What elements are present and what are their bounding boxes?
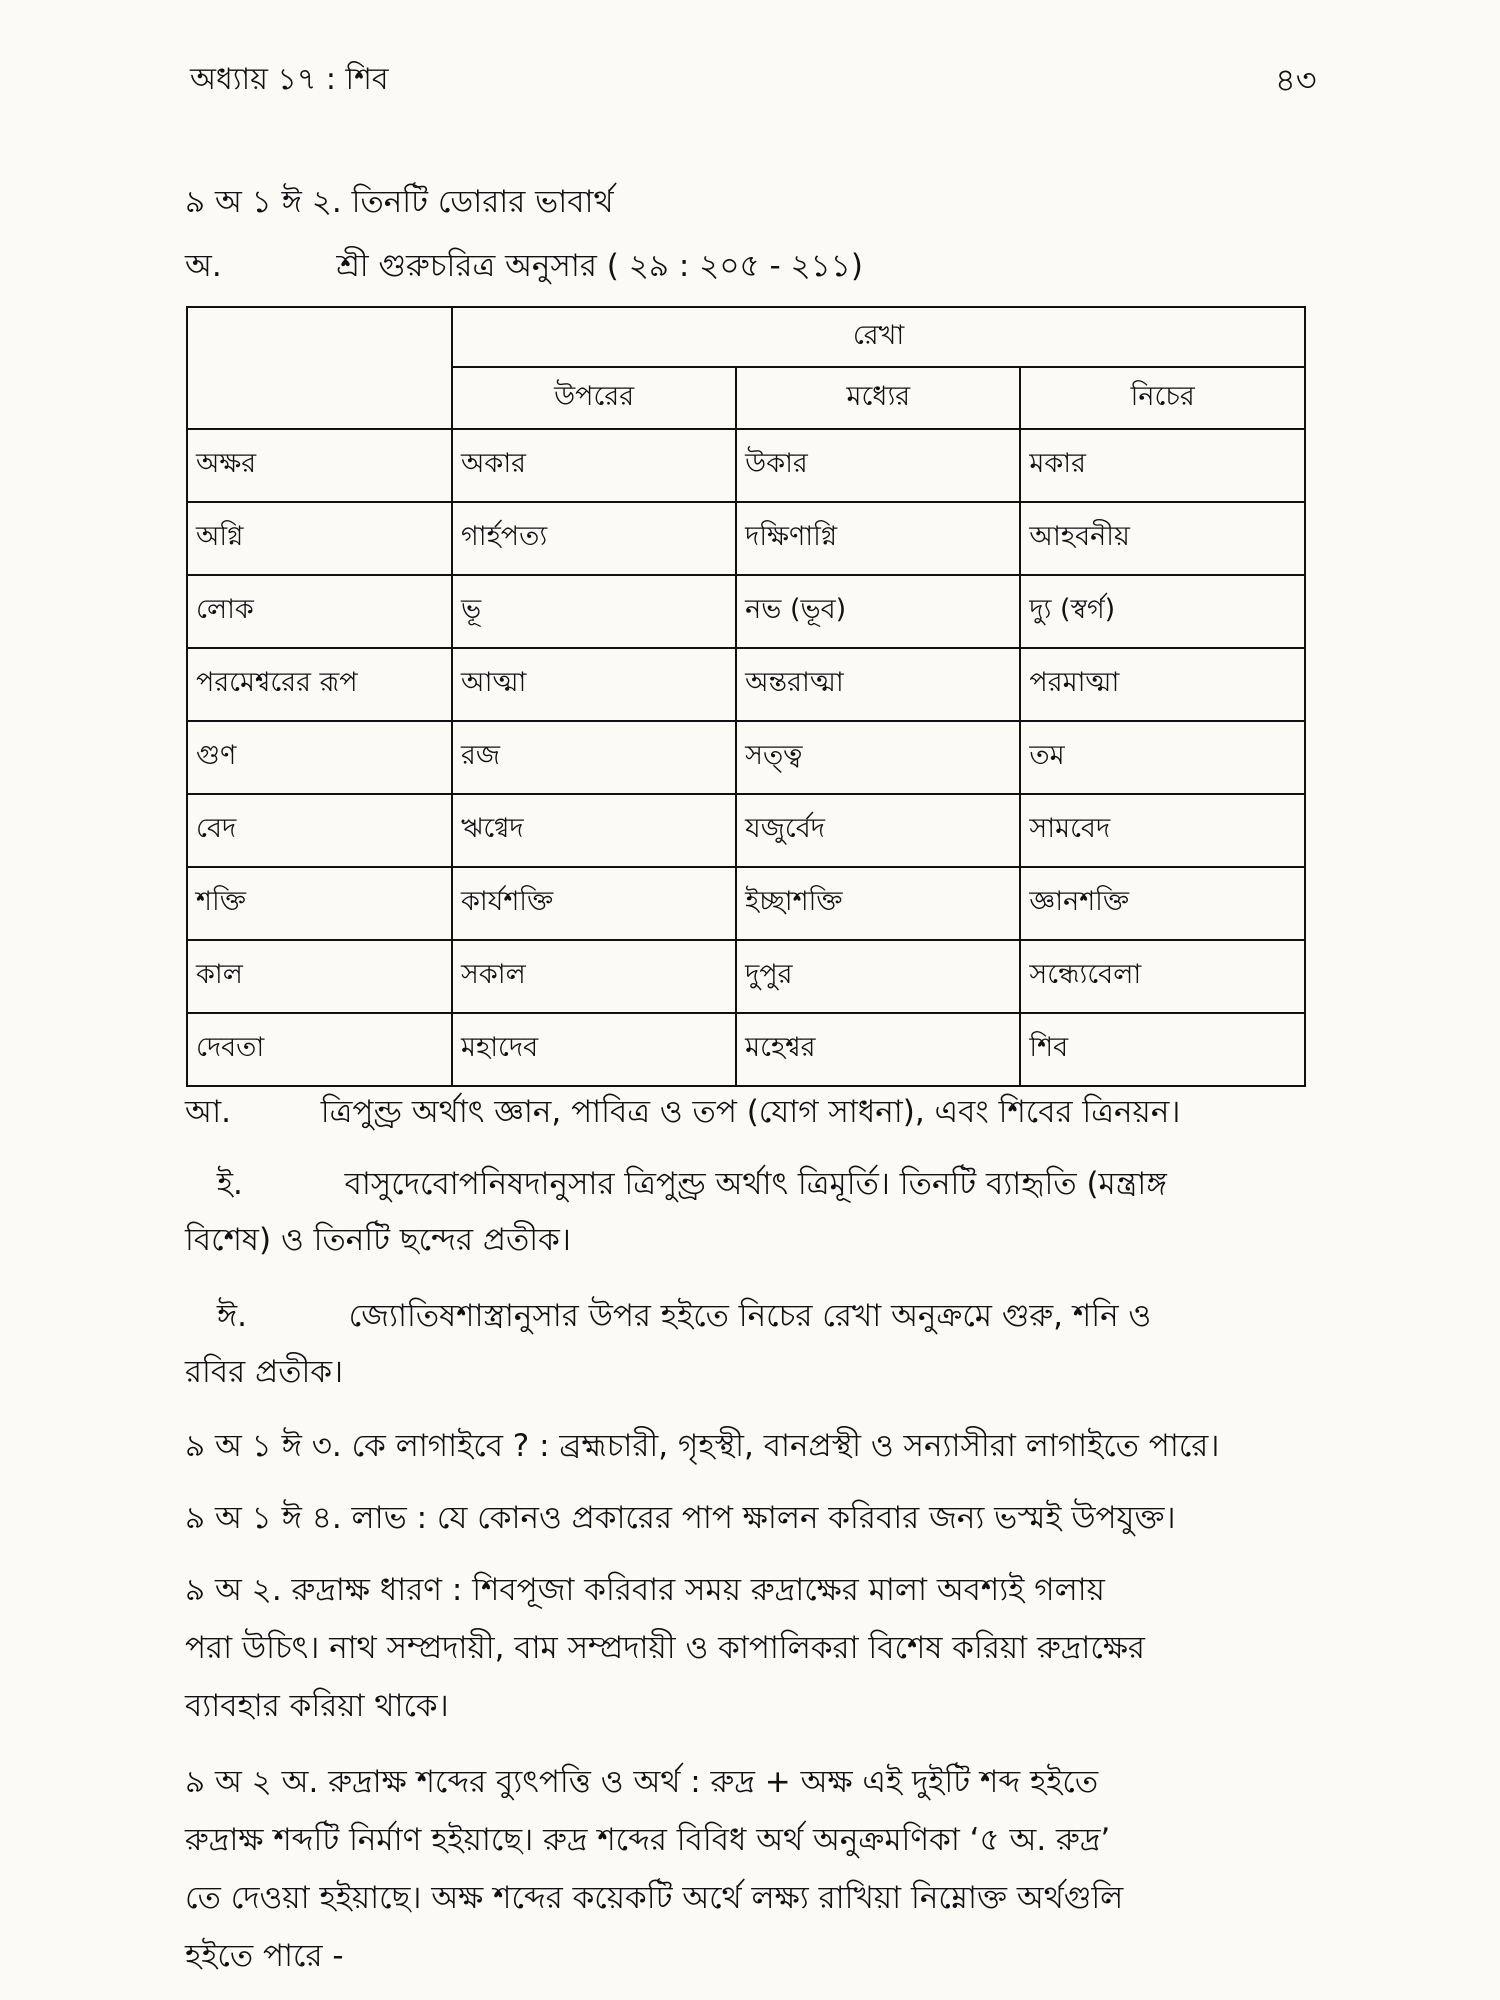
table-row — [187, 1013, 1305, 1086]
table-cell: ইচ্ছাশক্তি — [736, 867, 1020, 940]
table-cell: দুপুর — [736, 940, 1020, 1013]
table-cell: মকার — [1020, 429, 1305, 502]
section-etymology-line1: ৯ অ ২ অ. রুদ্রাক্ষ শব্দের ব্যুৎপত্তি ও অর্থ : রুদ্র + অক্ষ এই দুইটি শব্দ হইতে — [185, 1764, 1099, 1800]
column-header: নিচের — [1020, 367, 1305, 429]
section-etymology-line3: তে দেওয়া হইয়াছে। অক্ষ শব্দের কয়েকটি অর্থে লক্ষ্য রাখিয়া নিম্নোক্ত অর্থগুলি — [185, 1880, 1124, 1916]
row-label: অক্ষর — [187, 429, 452, 502]
table-cell: সকাল — [452, 940, 736, 1013]
table-cell: অকার — [452, 429, 736, 502]
table-cell: সামবেদ — [1020, 794, 1305, 867]
note-text: ত্রিপুণ্ড্র অর্থাৎ জ্ঞান, পাবিত্র ও তপ (যোগ সাধনা), এবং শিবের ত্রিনয়ন। — [320, 1094, 1181, 1130]
table-row — [187, 429, 1305, 502]
section-who-applies: ৯ অ ১ ঈ ৩. কে লাগাইবে ? : ব্রহ্মচারী, গৃহস্থী, বানপ্রস্থী ও সন্যাসীরা লাগাইতে পারে। — [185, 1428, 1220, 1464]
sub-text: শ্রী গুরুচরিত্র অনুসার ( ২৯ : ২০৫ - ২১১) — [336, 248, 863, 284]
table-cell: রজ — [452, 721, 736, 794]
table-cell: পরমাত্মা — [1020, 648, 1305, 721]
table-group-header: রেখা — [452, 307, 1305, 367]
table-row — [187, 648, 1305, 721]
row-label: দেবতা — [187, 1013, 452, 1086]
table-corner-cell — [187, 307, 452, 429]
table-row — [187, 867, 1305, 940]
table-row — [187, 575, 1305, 648]
table-cell: তম — [1020, 721, 1305, 794]
table-cell: গার্হপত্য — [452, 502, 736, 575]
section-etymology-line2: রুদ্রাক্ষ শব্দটি নির্মাণ হইয়াছে। রুদ্র শব্দের বিবিধ অর্থ অনুক্রমণিকা ‘৫ অ. রুদ্র’ — [185, 1822, 1111, 1858]
chapter-header: অধ্যায় ১৭ : শিব — [190, 62, 389, 97]
table-cell: ভূ — [452, 575, 736, 648]
table-cell: নভ (ভূব) — [736, 575, 1020, 648]
table-cell: শিব — [1020, 1013, 1305, 1086]
row-label: কাল — [187, 940, 452, 1013]
table-cell: দ্যু (স্বর্গ) — [1020, 575, 1305, 648]
table-cell: মহেশ্বর — [736, 1013, 1020, 1086]
column-header: মধ্যের — [736, 367, 1020, 429]
table-row — [187, 794, 1305, 867]
note-text: বাসুদেবোপনিষদানুসার ত্রিপুণ্ড্র অর্থাৎ ত্রিমূর্তি। তিনটি ব্যাহৃতি (মন্ত্রাঙ্গ — [344, 1166, 1167, 1202]
note-text: জ্যোতিষশাস্ত্রানুসার উপর হইতে নিচের রেখা অনুক্রমে গুরু, শনি ও — [348, 1298, 1152, 1334]
table-cell: আত্মা — [452, 648, 736, 721]
note-aa — [185, 1088, 1180, 1140]
section-etymology-line4: হইতে পারে - — [185, 1938, 344, 1974]
table-cell: ঋগ্বেদ — [452, 794, 736, 867]
note-ii-line2: রবির প্রতীক। — [185, 1354, 344, 1390]
table-cell: জ্ঞানশক্তি — [1020, 867, 1305, 940]
note-label: ঈ. — [216, 1298, 247, 1334]
note-label: আ. — [185, 1094, 232, 1130]
symbolism-table — [186, 306, 1306, 1087]
table-cell: মহাদেব — [452, 1013, 736, 1086]
row-label: পরমেশ্বরের রূপ — [187, 648, 452, 721]
table-row — [187, 502, 1305, 575]
row-label: লোক — [187, 575, 452, 648]
page-number: ৪৩ — [1275, 61, 1317, 99]
sub-label: অ. — [185, 248, 222, 284]
note-i-line1 — [185, 1160, 1167, 1212]
table-cell: দক্ষিণাগ্নি — [736, 502, 1020, 575]
table-cell: কার্যশক্তি — [452, 867, 736, 940]
table-group-header-row — [187, 307, 1305, 367]
section-rudraksha-line1: ৯ অ ২. রুদ্রাক্ষ ধারণ : শিবপূজা করিবার সময় রুদ্রাক্ষের মালা অবশ্যই গলায় — [185, 1572, 1105, 1608]
section-heading: ৯ অ ১ ঈ ২. তিনটি ডোরার ভাবার্থ — [185, 184, 614, 220]
table-cell: সন্ধ্যেবেলা — [1020, 940, 1305, 1013]
table-cell: আহবনীয় — [1020, 502, 1305, 575]
table-cell: উকার — [736, 429, 1020, 502]
note-ii-line1 — [185, 1292, 1151, 1344]
row-label: গুণ — [187, 721, 452, 794]
section-rudraksha-line2: পরা উচিৎ। নাথ সম্প্রদায়ী, বাম সম্প্রদায়ী ও কাপালিকরা বিশেষ করিয়া রুদ্রাক্ষের — [185, 1630, 1145, 1666]
note-label: ই. — [216, 1166, 243, 1202]
row-label: শক্তি — [187, 867, 452, 940]
table-cell: যজুর্বেদ — [736, 794, 1020, 867]
table-row — [187, 940, 1305, 1013]
table-cell: সত্ত্ব — [736, 721, 1020, 794]
note-i-line2: বিশেষ) ও তিনটি ছন্দের প্রতীক। — [185, 1222, 571, 1258]
row-label: বেদ — [187, 794, 452, 867]
section-benefit: ৯ অ ১ ঈ ৪. লাভ : যে কোনও প্রকারের পাপ ক্ষালন করিবার জন্য ভস্মই উপযুক্ত। — [185, 1500, 1176, 1536]
sub-heading-a — [185, 242, 863, 294]
table-cell: অন্তরাত্মা — [736, 648, 1020, 721]
table-row — [187, 721, 1305, 794]
section-rudraksha-line3: ব্যাবহার করিয়া থাকে। — [185, 1688, 449, 1724]
column-header: উপরের — [452, 367, 736, 429]
row-label: অগ্নি — [187, 502, 452, 575]
